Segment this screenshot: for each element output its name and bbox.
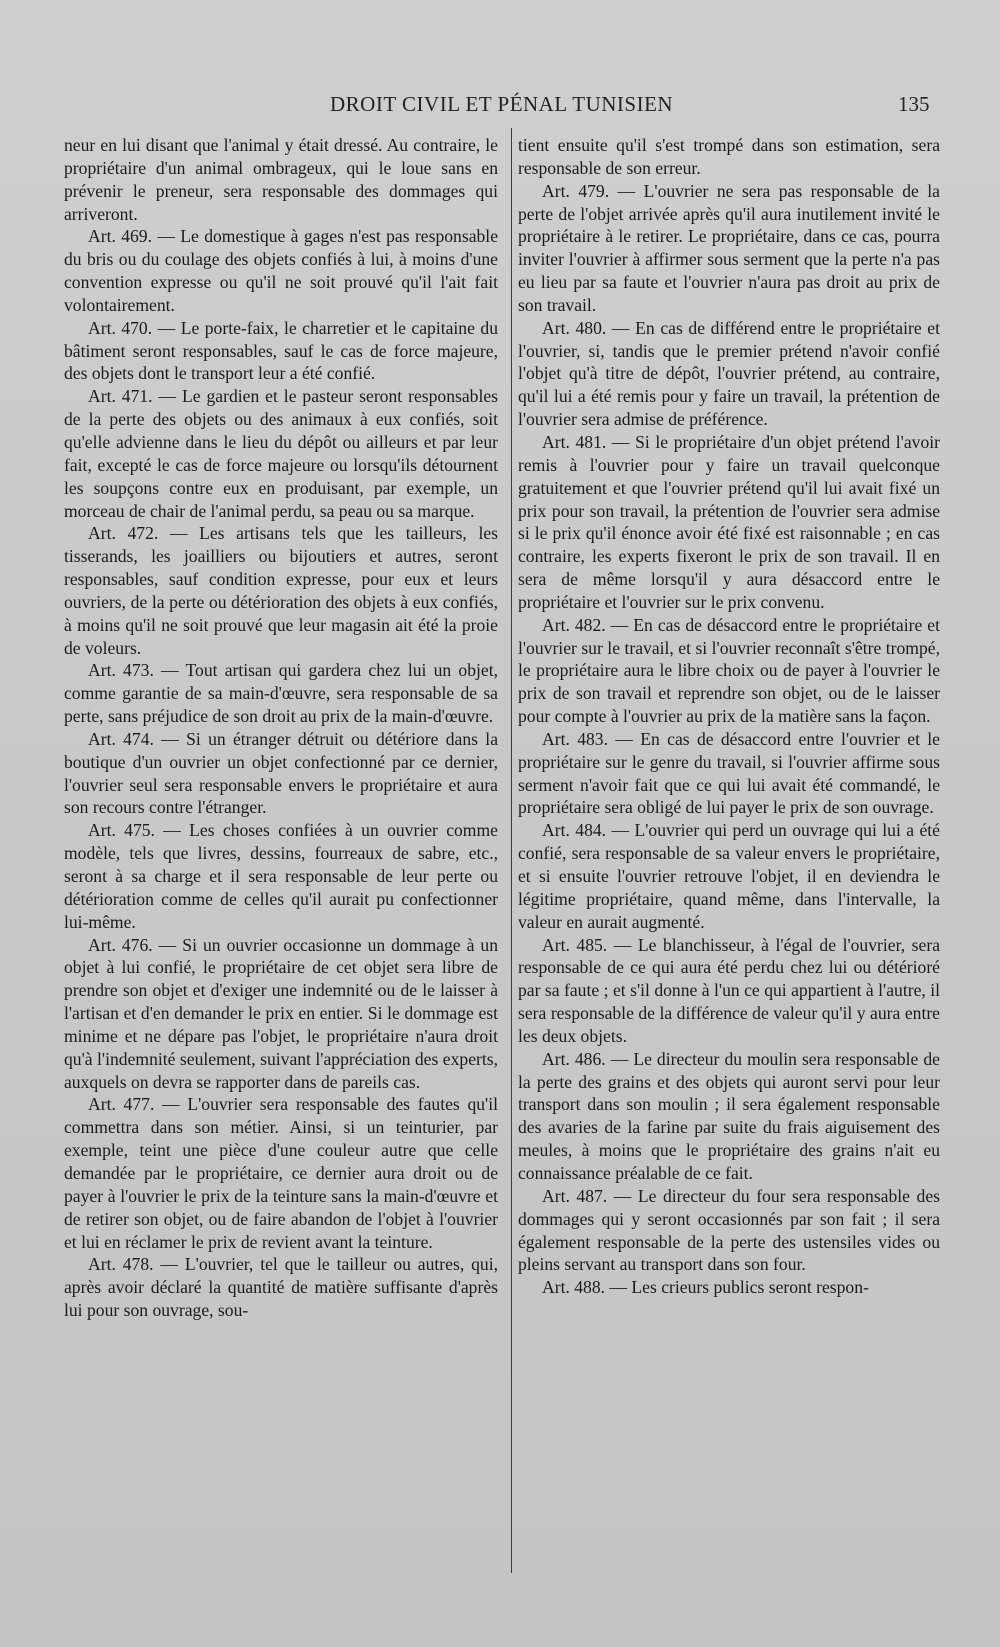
column-divider [511,128,512,1573]
article-469: Art. 469. — Le domestique à gages n'est pas responsable du bris ou du coulage des objets confiés à lui, à moins d'une convention expresse ou qu'il ne soit prouvé qu'il l'ait fait volontairement. [64,226,498,315]
article-477: Art. 477. — L'ouvrier sera responsable des fautes qu'il commettra dans son métier. Ainsi, si un teinturier, par exemple, teint une pièce d'une couleur autre que celle demandée par le propriétaire, ce dernier aura droit ou de payer à l'ouvrier le prix de la teinture sans la main-d'œuvre et de retirer son objet, ou de faire abandon de l'objet à l'ouvrier et lui en réclamer le prix de revient avant la teinture. [64,1094,498,1252]
article-484: Art. 484. — L'ouvrier qui perd un ouvrage qui lui a été confié, sera responsable de sa valeur envers le propriétaire, et si ensuite l'ouvrier retrouve l'objet, il en deviendra le légitime propriétaire, quand même, dans l'intervalle, la valeur en aurait augmenté. [518,820,940,932]
left-column [64,134,498,1322]
page-number: 135 [898,92,930,116]
article-474: Art. 474. — Si un étranger détruit ou détériore dans la boutique d'un ouvrier un objet confectionné par ce dernier, l'ouvrier seul sera responsable envers le propriétaire et aura son recours contre l'étranger. [64,728,498,818]
paragraph: neur en lui disant que l'animal y était dressé. Au contraire, le propriétaire d'un animal ombrageux, qui le loue sans en prévenir le preneur, sera responsable des dommages qui arriveront. [64,135,498,224]
article-488: Art. 488. — Les crieurs publics seront respon- [542,1277,869,1298]
right-column [518,134,940,1299]
article-471: Art. 471. — Le gardien et le pasteur seront responsables de la perte des objets ou des animaux à eux confiés, soit qu'elle advienne dans le lieu du dépôt ou ailleurs et par leur fait, excepté le cas de force majeure ou lorsqu'ils détournent les soupçons contre eux en produisant, par exemple, un morceau de chair de l'animal perdu, sa peau ou sa marque. [64,386,498,521]
article-472: Art. 472. — Les artisans tels que les tailleurs, les tisserands, les joailliers ou bijoutiers et autres, seront responsables, sauf condition expresse, pour eux et leurs ouvriers, de la perte ou détérioration des objets à eux confiés, à moins qu'il ne soit prouvé que leur magasin ait été la proie de voleurs. [64,523,498,658]
article-483: Art. 483. — En cas de désaccord entre l'ouvrier et le propriétaire sur le genre du travail, si l'ouvrier affirme sous serment n'avoir fait que ce qui lui avait été commandé, le propriétaire sera obligé de lui payer le prix de son ouvrage. [518,728,940,818]
article-481: Art. 481. — Si le propriétaire d'un objet prétend l'avoir remis à l'ouvrier pour y faire un travail quelconque gratuitement et que l'ouvrier prétend qu'il lui avait fixé un prix pour son travail, la prétention de l'ouvrier sera admise si le prix qu'il énonce avoir été fixé est raisonnable ; en cas contraire, les experts fixeront le prix de son travail. Il en sera de même lorsqu'il y aura désaccord entre le propriétaire et l'ouvrier sur le prix convenu. [518,431,940,612]
article-473: Art. 473. — Tout artisan qui gardera chez lui un objet, comme garantie de sa main-d'œuvre, sera responsable de sa perte, sans préjudice de son droit au prix de la main-d'œuvre. [64,660,498,727]
article-478: Art. 478. — L'ouvrier, tel que le tailleur ou autres, qui, après avoir déclaré la quantité de matière suffisante d'après lui pour son ouvrage, sou- [64,1254,498,1321]
page-header [0,92,1000,122]
running-title: DROIT CIVIL ET PÉNAL TUNISIEN [330,92,674,116]
article-480: Art. 480. — En cas de différend entre le propriétaire et l'ouvrier, si, tandis que le premier prétend n'avoir confié l'objet qu'à titre de dépôt, l'ouvrier prétend, au contraire, qu'il lui a été remis pour y faire un travail, la prétention de l'ouvrier sera admise de préférence. [518,317,940,430]
paragraph: tient ensuite qu'il s'est trompé dans son estimation, sera responsable de son erreur. [518,135,940,178]
article-476: Art. 476. — Si un ouvrier occasionne un dommage à un objet à lui confié, le propriétaire de cet objet sera libre de prendre son objet et d'exiger une indemnité ou de le laisser à l'artisan et d'en demander le prix en entier. Si le dommage est minime et ne dépare pas l'objet, le propriétaire n'aura droit qu'à l'indemnité seulement, suivant l'appréciation des experts, auxquels on devra se rapporter dans de pareils cas. [64,934,498,1092]
article-475: Art. 475. — Les choses confiées à un ouvrier comme modèle, tels que livres, dessins, fourreaux de sabre, etc., seront à sa charge et il sera responsable de leur perte ou détérioration comme de celles qu'il aurait pu confectionner lui-même. [64,820,498,932]
article-479: Art. 479. — L'ouvrier ne sera pas responsable de la perte de l'objet arrivée après qu'il aura inutilement invité le propriétaire à le retirer. Le propriétaire, dans ce cas, pourra inviter l'ouvrier à affirmer sous serment que la perte n'a pas eu lieu par sa faute et l'ouvrier n'aura pas droit au prix de son travail. [518,180,940,315]
article-485: Art. 485. — Le blanchisseur, à l'égal de l'ouvrier, sera responsable de ce qui aura été perdu chez lui ou détérioré par sa faute ; et s'il donne à l'un ce qui appartient à l'autre, il sera responsable de la différence de valeur qu'il y aura entre les deux objets. [518,934,940,1046]
article-486: Art. 486. — Le directeur du moulin sera responsable de la perte des grains et des objets qui auront servi pour leur transport dans son moulin ; il sera également responsable des avaries de la farine par suite du frais aiguisement des meules, à moins que le propriétaire des grains n'ait eu connaissance préalable de ce fait. [518,1048,940,1183]
article-487: Art. 487. — Le directeur du four sera responsable des dommages qui y seront occasionnés par son fait ; il sera également responsable de la perte des ustensiles vides ou pleins servant au transport dans son four. [518,1185,940,1275]
article-470: Art. 470. — Le porte-faix, le charretier et le capitaine du bâtiment seront responsables, sauf le cas de force majeure, des objets dont le transport leur a été confié. [64,317,498,384]
article-482: Art. 482. — En cas de désaccord entre le propriétaire et l'ouvrier sur le travail, et si l'ouvrier reconnaît s'être trompé, le propriétaire aura le libre choix ou de payer à l'ouvrier le prix de son travail et reprendre son objet, ou de le laisser pour compte à l'ouvrier au prix de la matière sans la façon. [518,614,940,727]
